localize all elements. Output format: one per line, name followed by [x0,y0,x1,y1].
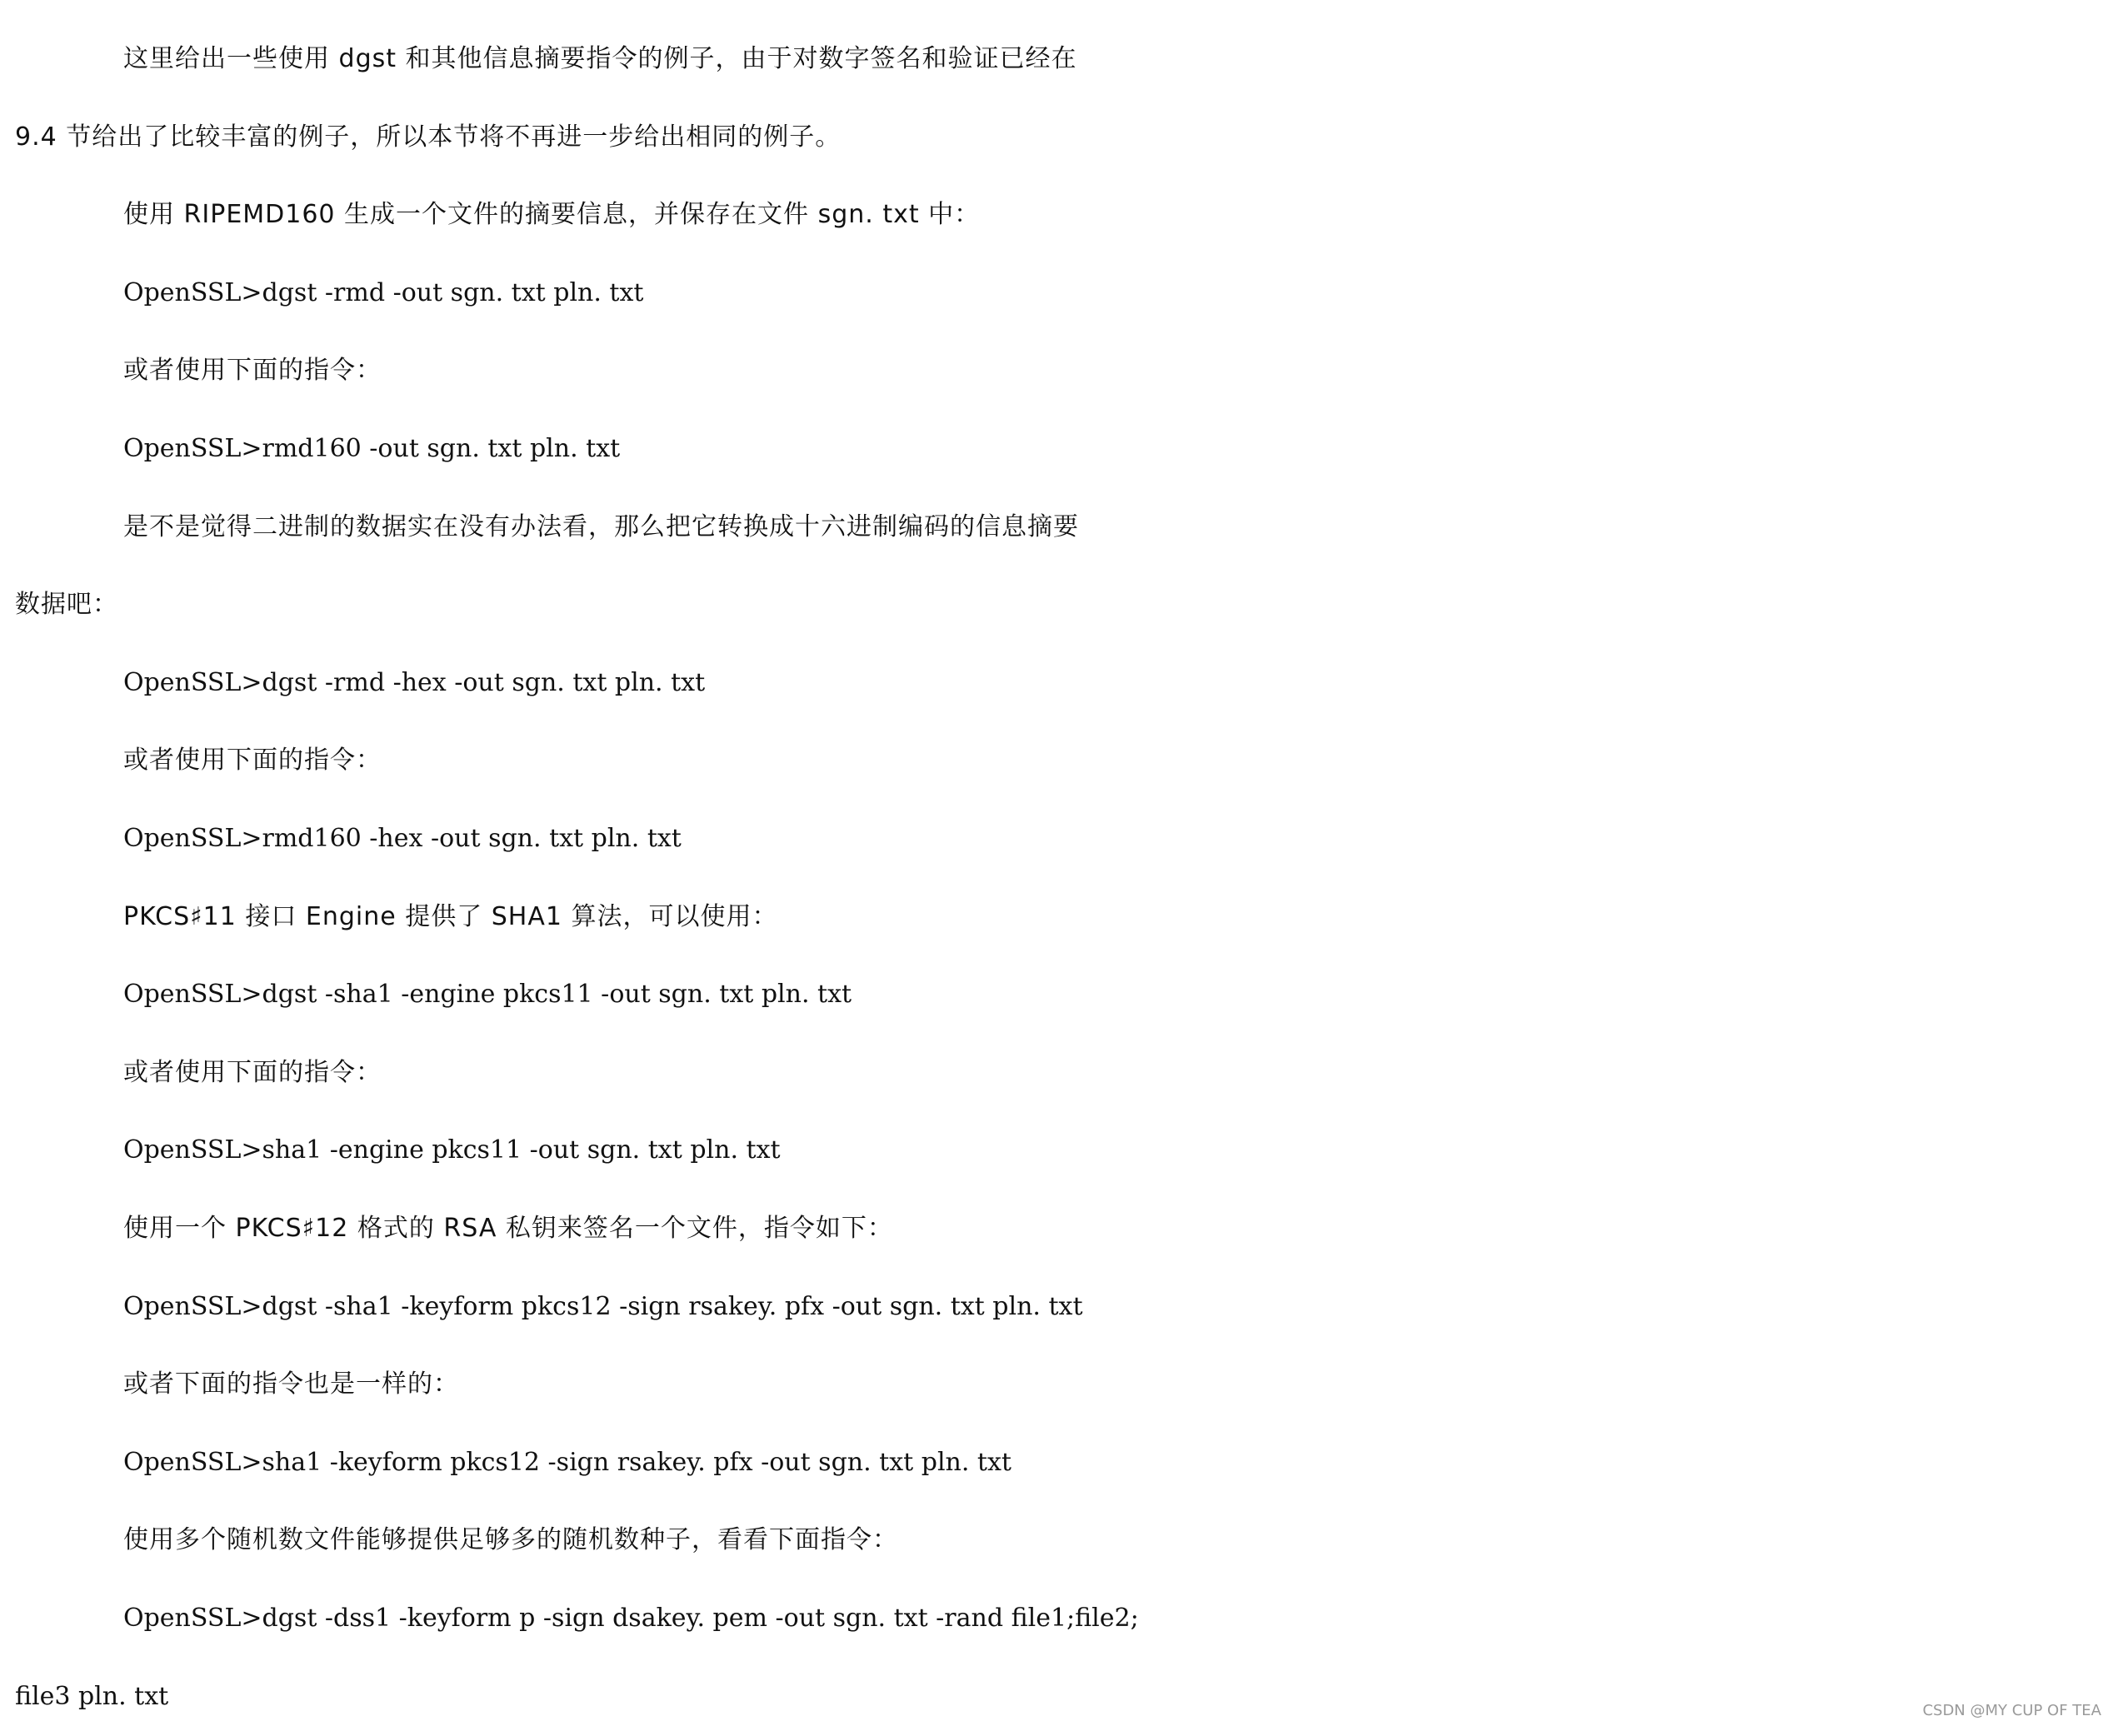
text-line: 这里给出一些使用 dgst 和其他信息摘要指令的例子，由于对数字签名和验证已经在 [123,44,1077,73]
command-line: OpenSSL>dgst -sha1 -engine pkcs11 -out sgn. txt pln. txt [123,980,852,1010]
command-line: OpenSSL>dgst -rmd -hex -out sgn. txt pln. txt [123,667,706,697]
text-line: PKCS♯11 接口 Engine 提供了 SHA1 算法，可以使用： [123,901,778,931]
text-line: 使用一个 PKCS♯12 格式的 RSA 私钥来签名一个文件，指令如下： [123,1214,893,1243]
watermark: CSDN @MY CUP OF TEA [1922,1702,2101,1719]
text-line: 数据吧： [15,590,118,620]
text-line: 是不是觉得二进制的数据实在没有办法看，那么把它转换成十六进制编码的信息摘要 [123,511,1079,541]
text-line: 或者使用下面的指令： [123,746,382,776]
command-line: OpenSSL>dgst -sha1 -keyform pkcs12 -sign rsakey. pfx -out sgn. txt pln. txt [123,1291,1083,1321]
command-line: OpenSSL>rmd160 -hex -out sgn. txt pln. txt [123,824,682,853]
command-line: OpenSSL>sha1 -keyform pkcs12 -sign rsakey. pfx -out sgn. txt pln. txt [123,1447,1012,1477]
command-line: file3 pln. txt [15,1681,169,1711]
text-line: 使用多个随机数文件能够提供足够多的随机数种子，看看下面指令： [123,1525,898,1555]
text-line: 9.4 节给出了比较丰富的例子，所以本节将不再进一步给出相同的例子。 [15,122,842,152]
text-line: 或者使用下面的指令： [123,1057,382,1087]
command-line: OpenSSL>dgst -rmd -out sgn. txt pln. txt [123,277,644,307]
command-line: OpenSSL>sha1 -engine pkcs11 -out sgn. txt pln. txt [123,1135,781,1165]
text-line: 使用 RIPEMD160 生成一个文件的摘要信息，并保存在文件 sgn. txt 中： [123,200,981,230]
text-line: 或者下面的指令也是一样的： [123,1369,459,1399]
command-line: OpenSSL>rmd160 -out sgn. txt pln. txt [123,434,621,463]
command-line: OpenSSL>dgst -dss1 -keyform p -sign dsakey. pem -out sgn. txt -rand file1;file2; [123,1604,1139,1633]
text-line: 或者使用下面的指令： [123,356,382,386]
